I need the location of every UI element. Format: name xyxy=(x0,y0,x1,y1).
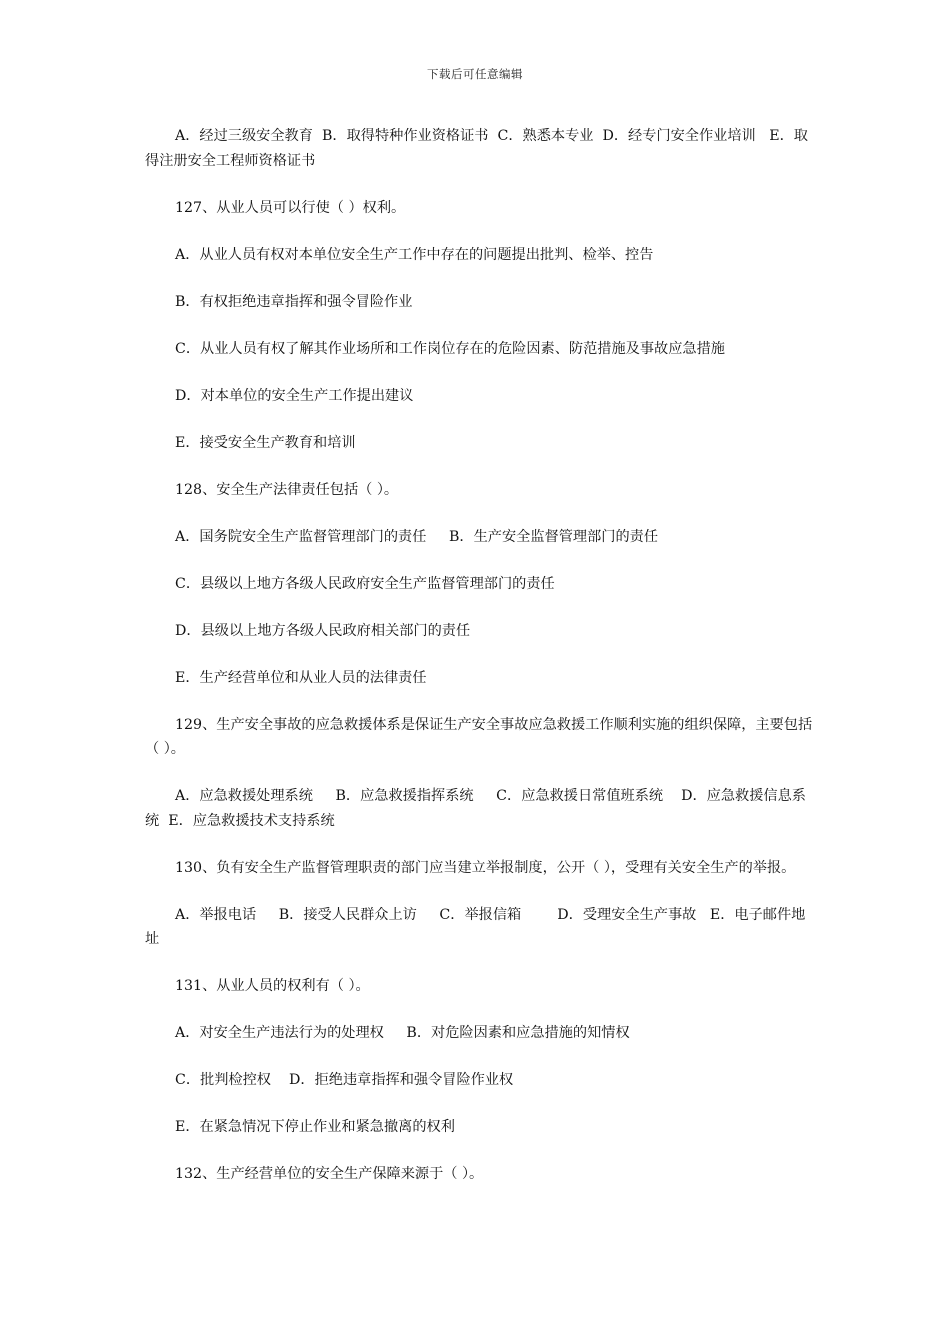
options-129: A．应急救援处理系统 B．应急救援指挥系统 C．应急救援日常值班系统 D．应急救援信息系统 E．应急救援技术支持系统 xyxy=(145,788,806,829)
option-128-c: C．县级以上地方各级人民政府安全生产监督管理部门的责任 xyxy=(175,575,555,592)
option-131-e: E．在紧急情况下停止作业和紧急撤离的权利 xyxy=(175,1119,455,1135)
option-128-ab: A．国务院安全生产监督管理部门的责任 B．生产安全监督管理部门的责任 xyxy=(175,528,659,545)
question-132: 132、生产经营单位的安全生产保障来源于（ ）。 xyxy=(175,1166,484,1182)
option-131-cd: C．批判检控权 D．拒绝违章指挥和强令冒险作业权 xyxy=(175,1072,514,1088)
page-header: 下载后可任意编辑 xyxy=(427,67,523,81)
options-130: A．举报电话 B．接受人民群众上访 C．举报信箱 D．受理安全生产事故 E．电子邮件地址 xyxy=(145,906,806,947)
option-127-a: A．从业人员有权对本单位安全生产工作中存在的问题提出批判、检举、控告 xyxy=(175,246,654,263)
answer-options-126: A．经过三级安全教育 B．取得特种作业资格证书 C．熟悉本专业 D．经专门安全作业培训 E．取得注册安全工程师资格证书 xyxy=(145,128,808,169)
question-130: 130、负有安全生产监督管理职责的部门应当建立举报制度，公开（ ），受理有关安全生产的举报。 xyxy=(175,859,796,876)
option-127-e: E．接受安全生产教育和培训 xyxy=(175,434,356,451)
question-127: 127、从业人员可以行使（ ）权利。 xyxy=(175,199,406,216)
option-127-b: B．有权拒绝违章指挥和强令冒险作业 xyxy=(175,293,413,310)
question-131: 131、从业人员的权利有（ ）。 xyxy=(175,978,370,994)
option-127-d: D．对本单位的安全生产工作提出建议 xyxy=(175,387,414,404)
document-body xyxy=(145,124,815,1209)
option-128-d: D．县级以上地方各级人民政府相关部门的责任 xyxy=(175,622,471,639)
option-128-e: E．生产经营单位和从业人员的法律责任 xyxy=(175,669,427,686)
question-129: 129、生产安全事故的应急救援体系是保证生产安全事故应急救援工作顺利实施的组织保障，主要包括（ ）。 xyxy=(145,716,813,757)
question-128: 128、安全生产法律责任包括（ ）。 xyxy=(175,481,399,498)
option-131-ab: A．对安全生产违法行为的处理权 B．对危险因素和应急措施的知情权 xyxy=(175,1025,630,1041)
option-127-c: C．从业人员有权了解其作业场所和工作岗位存在的危险因素、防范措施及事故应急措施 xyxy=(175,340,725,357)
